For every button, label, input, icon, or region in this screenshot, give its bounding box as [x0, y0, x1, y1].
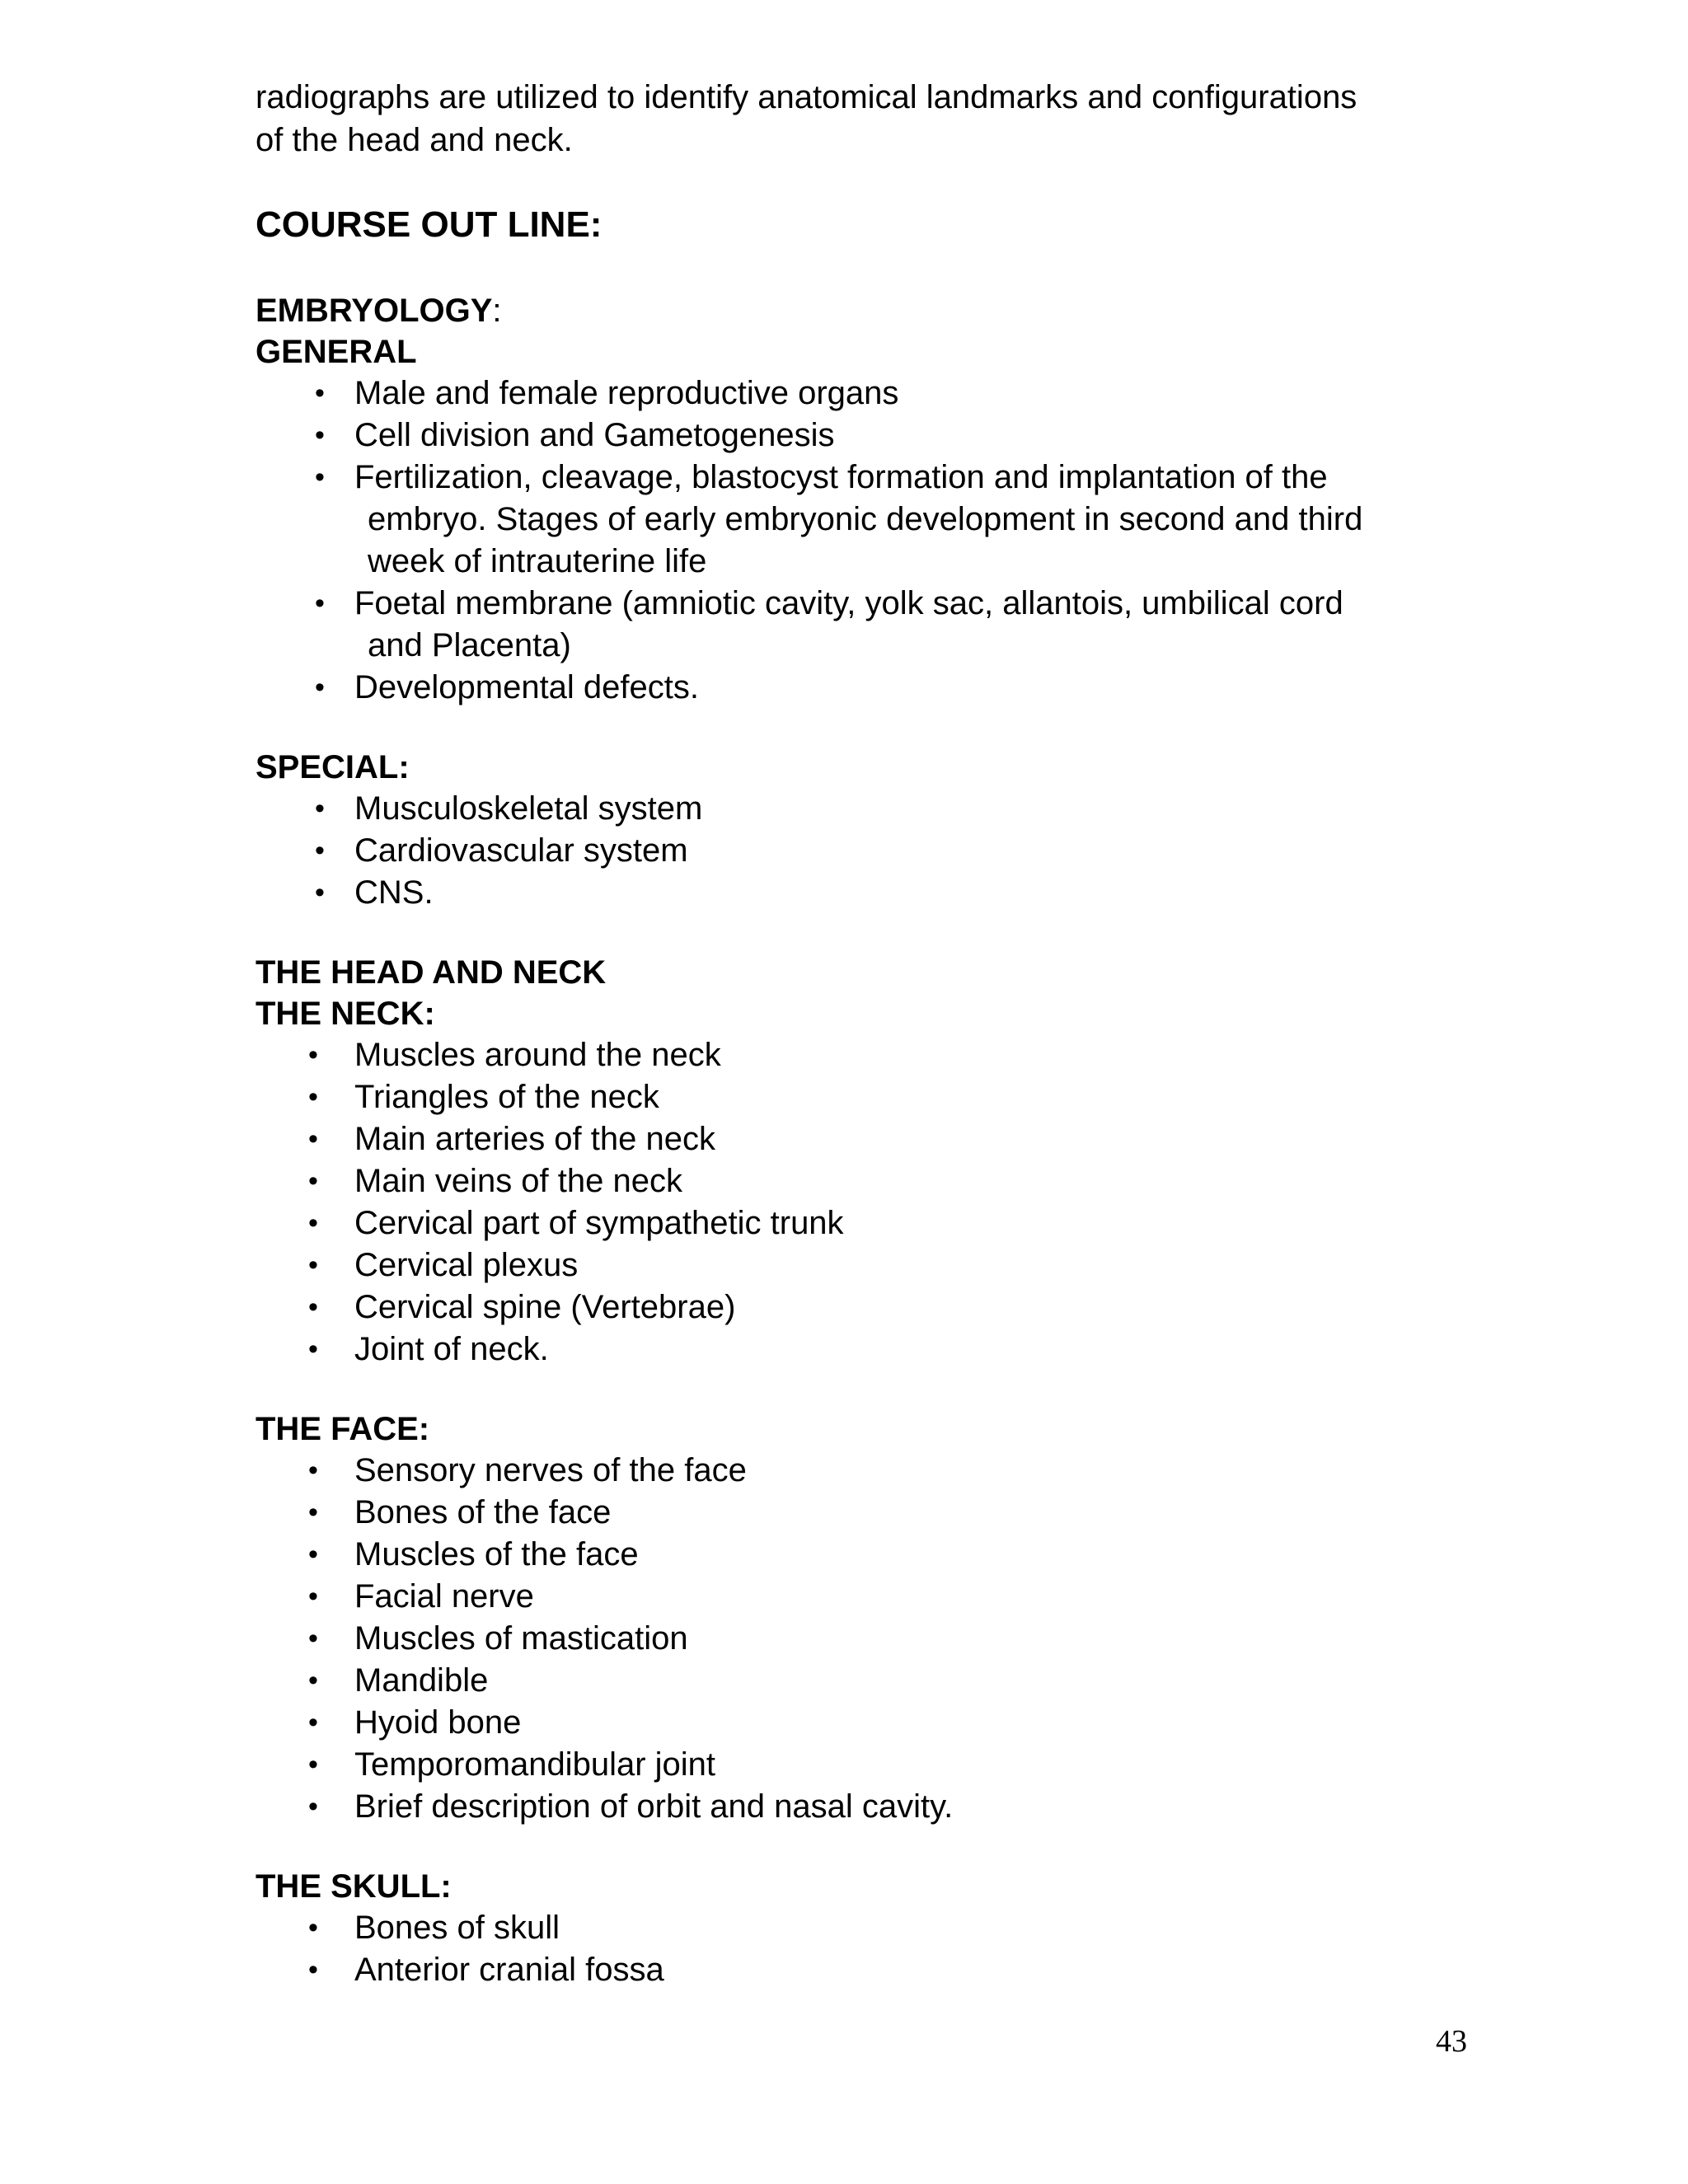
list-item: [256, 1618, 1467, 1660]
list-item: [256, 1492, 1467, 1534]
bullet-icon: •: [308, 1954, 318, 1985]
list-item-text: Joint of neck.: [354, 1331, 549, 1367]
list-item-text: Temporomandibular joint: [354, 1746, 716, 1783]
list-item-text: Fertilization, cleavage, blastocyst formation and implantation of the: [354, 459, 1328, 495]
list-item-text: Musculoskeletal system: [354, 790, 703, 827]
list-item-continuation: week of intrauterine life: [368, 543, 707, 579]
intro-line-2: of the head and neck.: [256, 122, 573, 158]
list-item: [256, 1786, 1467, 1828]
bullet-icon: •: [315, 377, 325, 409]
list-item-text: Hyoid bone: [354, 1704, 522, 1741]
document-page: [256, 76, 1467, 1991]
list-item: [256, 830, 1467, 872]
list-item-continuation: embryo. Stages of early embryonic development in second and third: [368, 501, 1363, 537]
bullet-icon: •: [308, 1581, 318, 1612]
bullet-icon: •: [315, 835, 325, 866]
list-item: [256, 788, 1467, 830]
list-item: [256, 1907, 1467, 1949]
bullet-icon: •: [315, 793, 325, 824]
list-item-text: Cervical part of sympathetic trunk: [354, 1205, 844, 1241]
bullet-icon: •: [308, 1207, 318, 1239]
intro-paragraph: [256, 76, 1467, 162]
course-outline-heading: COURSE OUT LINE:: [256, 204, 603, 245]
list-item: [256, 1329, 1467, 1371]
embryology-heading-colon: :: [492, 293, 502, 329]
list-item: [256, 1076, 1467, 1118]
list-item-text: Developmental defects.: [354, 669, 700, 705]
list-item: [256, 1744, 1467, 1786]
bullet-icon: •: [308, 1665, 318, 1696]
bullet-icon: •: [315, 672, 325, 703]
bullet-icon: •: [308, 1291, 318, 1323]
list-item: [256, 1534, 1467, 1576]
list-item-text: Sensory nerves of the face: [354, 1452, 747, 1488]
special-heading: SPECIAL:: [256, 749, 410, 785]
skull-list: [256, 1907, 1467, 1991]
list-item: [256, 1702, 1467, 1744]
bullet-icon: •: [308, 1165, 318, 1197]
bullet-icon: •: [308, 1123, 318, 1155]
bullet-icon: •: [308, 1791, 318, 1822]
list-item-text: Cervical spine (Vertebrae): [354, 1289, 736, 1325]
list-item: [256, 1576, 1467, 1618]
list-item-text: Bones of the face: [354, 1494, 612, 1530]
list-item-text: Mandible: [354, 1662, 489, 1699]
list-item-text: Cardiovascular system: [354, 832, 688, 869]
bullet-icon: •: [315, 462, 325, 493]
list-item: [256, 373, 1467, 415]
general-heading: GENERAL: [256, 334, 417, 370]
bullet-icon: •: [308, 1912, 318, 1943]
list-item-text: Foetal membrane (amniotic cavity, yolk sac, allantois, umbilical cord: [354, 585, 1343, 621]
list-item: [256, 1244, 1467, 1286]
list-item: [256, 1118, 1467, 1160]
embryology-heading-text: EMBRYOLOGY: [256, 293, 493, 329]
bullet-icon: •: [308, 1623, 318, 1654]
list-item: [256, 1160, 1467, 1202]
bullet-icon: •: [315, 588, 325, 619]
list-item-text: Muscles of the face: [354, 1536, 639, 1572]
bullet-icon: •: [315, 877, 325, 908]
bullet-icon: •: [308, 1707, 318, 1738]
list-item-text: Brief description of orbit and nasal cavity.: [354, 1788, 954, 1825]
list-item: [256, 1286, 1467, 1329]
list-item-text: Facial nerve: [354, 1578, 534, 1615]
intro-line-1: radiographs are utilized to identify anatomical landmarks and configurations: [256, 79, 1357, 115]
embryology-heading: [256, 290, 1467, 331]
bullet-icon: •: [308, 1539, 318, 1570]
list-item-text: Muscles of mastication: [354, 1620, 688, 1657]
list-item: [256, 583, 1467, 667]
list-item-text: Main veins of the neck: [354, 1163, 682, 1199]
list-item: [256, 872, 1467, 914]
list-item-text: Anterior cranial fossa: [354, 1952, 664, 1988]
list-item-text: Muscles around the neck: [354, 1037, 721, 1073]
bullet-icon: •: [308, 1455, 318, 1486]
page-number: 43: [1436, 2024, 1467, 2059]
list-item: [256, 1034, 1467, 1076]
bullet-icon: •: [308, 1749, 318, 1780]
list-item-text: Triangles of the neck: [354, 1079, 659, 1115]
list-item-text: Main arteries of the neck: [354, 1121, 715, 1157]
list-item-text: Bones of skull: [354, 1910, 560, 1946]
general-list: [256, 373, 1467, 709]
bullet-icon: •: [315, 419, 325, 451]
bullet-icon: •: [308, 1497, 318, 1528]
bullet-icon: •: [308, 1039, 318, 1071]
list-item: [256, 1202, 1467, 1244]
list-item-text: Male and female reproductive organs: [354, 375, 899, 411]
list-item: [256, 1450, 1467, 1492]
list-item-text: Cervical plexus: [354, 1247, 579, 1283]
list-item: [256, 667, 1467, 709]
list-item-continuation: and Placenta): [368, 627, 571, 663]
list-item-text: CNS.: [354, 874, 434, 911]
head-and-neck-heading: THE HEAD AND NECK: [256, 954, 607, 991]
list-item-text: Cell division and Gametogenesis: [354, 417, 835, 453]
face-list: [256, 1450, 1467, 1828]
bullet-icon: •: [308, 1333, 318, 1365]
special-list: [256, 788, 1467, 914]
bullet-icon: •: [308, 1081, 318, 1113]
neck-heading: THE NECK:: [256, 996, 435, 1032]
list-item: [256, 1660, 1467, 1702]
skull-heading: THE SKULL:: [256, 1868, 452, 1905]
bullet-icon: •: [308, 1249, 318, 1281]
list-item: [256, 415, 1467, 457]
list-item: [256, 1949, 1467, 1991]
face-heading: THE FACE:: [256, 1411, 430, 1447]
neck-list: [256, 1034, 1467, 1371]
list-item: [256, 457, 1467, 583]
